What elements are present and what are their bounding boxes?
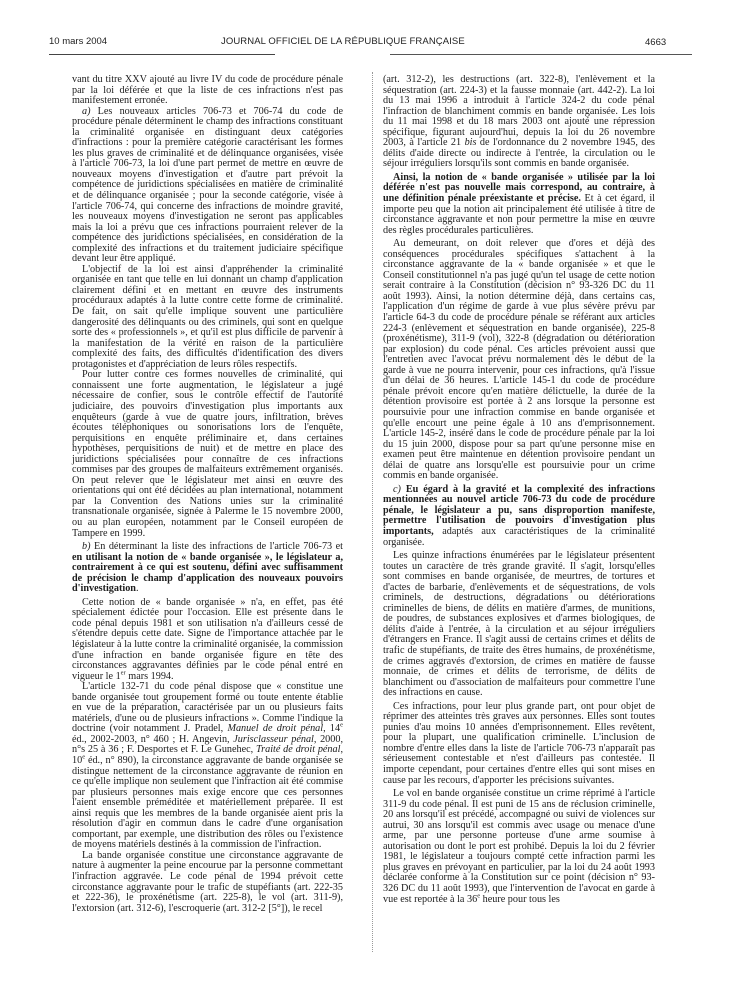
italic-text: a) — [82, 105, 91, 117]
text-run: La bande organisée constitue une circonstance aggravante de nature à augmenter la peine encourue par la personne commettant l'infraction aggravée. Le code pénal de 1994 prévoit cette circonstance aggravante pour le trafic de stupéfiants (art. 222-35 et 222-36), le proxénétisme (art. 225-8), le vol (art. 311-9), l'extorsion (art. 312-6), l'escroquerie (art. 312-2 [5°]), le recel — [72, 849, 343, 914]
right-column — [383, 75, 655, 905]
italic-text: Manuel de droit pénal — [227, 723, 324, 735]
text-run: Le vol en bande organisée constitue un crime réprimé à l'article 311-9 du code pénal. Il est puni de 15 ans de réclusion criminelle, 20 ans lorsqu'il est précédé, accompagné ou suivi de violences sur autrui, 30 ans lorsqu'il est commis avec usage ou menace d'une arme, par une personne porteuse d'une arme soumise à autorisation ou dont le port est prohibé. Depuis la loi du 2 février 1981, le législateur a toujours compté cette infraction parmi les plus graves en prévoyant en particulier, par la loi du 24 août 1993 déclarée conforme à la Constitution sur ce point (décision n° 93-326 DC du 11 août 1993), que l'intervention de l'avocat en garde à vue est reportée à la 36 — [383, 788, 655, 905]
paragraph — [72, 107, 343, 265]
text-run: , 2000, n°s 25 à 36 ; F. Desportes et F. Le Gunehec, — [72, 733, 343, 756]
bold-text: Ainsi, la notion de « bande organisée » utilisée par la loi déférée n'est pas nouvelle mais correspond, au contraire, à une définition pénale préexistante et précise. — [383, 171, 655, 205]
paragraph — [383, 789, 655, 905]
paragraph — [72, 851, 343, 914]
italic-text: b) — [82, 541, 91, 553]
bold-text: Eu égard à la gravité et la complexité des infractions mentionnées au nouvel article 706-73 du code de procédure pénale, le législateur a pu, sans disproportion manifeste, permettre l'utilisation de pouvoirs d'investigation plus importants, — [383, 483, 655, 537]
text-run: (art. 312-2), les destructions (art. 322-8), l'enlèvement et la séquestration (art. 224-3) et la fausse monnaie (art. 442-2). La loi du 13 mai 1996 a introduit à l'article 324-2 du code pénal l'infraction de blanchiment commis en bande organisée. Les lois du 11 mai 1998 et du 18 mars 2003 ont ajouté une répression spécifique, figurant aujourd'hui, depuis la loi du 26 novembre 2003, à l'article 21 — [383, 74, 655, 149]
text-run: adaptés aux caractéristiques de la criminalité organisée. — [383, 525, 655, 548]
header-rule-right — [390, 54, 692, 55]
text-run: éd., 2002-2003, n° 460 ; H. Angevin, — [72, 733, 234, 745]
column-divider — [372, 72, 373, 952]
text-run: Cette notion de « bande organisée » n'a, en effet, pas été spécialement édictée pour l'occasion. Elle est présente dans le code pénal depuis 1981 et son utilisation n'a d'ailleurs cessé de s'étendre depuis cette date. Signe de l'importance attachée par le législateur à la lutte contre la criminalité organisée, la commission d'une infraction en bande organisée figure en tête des circonstances aggravantes définies par le code pénal entré en vigueur le 1 — [72, 596, 343, 682]
paragraph — [72, 75, 343, 107]
text-run: Les nouveaux articles 706-73 et 706-74 du code de procédure pénale déterminent le champ des infractions constituant la criminalité organisée en distinguant deux catégories d'infractions : pour la première catégorie caractérisant les formes les plus graves de criminalité et de délinquance organisées, visée à l'article 706-73, la loi d'une part permet de mettre en œuvre de nouveaux moyens d'investigation et d'autre part prévoit la compétence de juridictions spécialisées en matière de criminalité et de délinquance organisée ; pour la seconde catégorie, visée à l'article 706-74, qui concerne des infractions de moindre gravité, les nouveaux moyens d'investigation ne seront pas applicables mais la loi a prévu que ces infractions pourraient relever de la compétence des juridictions spécialisées, en considération de la complexité des infractions et du traitement judiciaire spécifique devant leur être appliqué. — [72, 105, 343, 265]
text-run: En déterminant la liste des infractions de l'article 706-73 et — [90, 541, 343, 553]
bold-text: en utilisant la notion de « bande organisée », le législateur a, contrairement à ce qui est soutenu, défini avec suffisamment de précision le champ d'application des nouveaux pouvoirs d'investigation — [72, 551, 343, 595]
paragraph — [72, 542, 343, 595]
paragraph — [383, 173, 655, 236]
text-run: heure pour tous les — [480, 893, 560, 905]
italic-text: bis — [464, 137, 477, 149]
left-column — [72, 75, 343, 914]
text-run: de l'ordonnance du 2 novembre 1945, des délits d'aide directe ou indirecte à l'entrée, la circulation ou le séjour irréguliers lorsqu'ils sont commis en bande organisée. — [383, 137, 655, 170]
text-run: , 10 — [72, 744, 343, 766]
italic-text: c) — [393, 483, 401, 495]
text-run: L'objectif de la loi est ainsi d'appréhender la criminalité organisée en tant que telle en lui donnant un champ d'application clairement défini et en mettant en œuvre des instruments procéduraux adaptés à la lutte contre cette forme de criminalité. De fait, on sait qu'elle implique souvent une particulière dangerosité des délinquants ou des criminels, qui sont en quelque sorte des « professionnels », et qu'il est plus difficile de parvenir à la manifestation de la vérité en raison de la particulière complexité des faits, des difficultés d'identification des divers protagonistes et d'appréciation de leurs rôles respectifs. — [72, 263, 343, 370]
superscript: e — [340, 721, 343, 729]
issue-date: 10 mars 2004 — [49, 36, 108, 47]
paragraph — [72, 265, 343, 370]
page-header — [49, 33, 669, 49]
text-run: vant du titre XXV ajouté au livre IV du code de procédure pénale par la loi déférée et que la liste de ces infractions n'est pas manifestement erronée. — [72, 74, 343, 107]
text-run: L'article 132-71 du code pénal dispose que « constitue une bande organisée tout groupement formé ou toute entente établie en vue de la préparation, caractérisée par un ou plusieurs faits matériels, d'une ou de plusieurs infractions ». Comme l'indique la doctrine (voir notamment J. Pradel, — [72, 681, 343, 735]
text-run: mars 1994. — [125, 670, 174, 682]
paragraph — [383, 485, 655, 548]
text-run: . — [135, 583, 139, 595]
text-run: Et à cet égard, il importe peu que la notion ait principalement été utilisée à titre de circonstance aggravante et non pour permettre la mise en œuvre des règles procédurales particulières. — [383, 193, 655, 236]
superscript: er — [120, 669, 126, 677]
paragraph — [383, 239, 655, 482]
text-run: éd., n° 890), la circonstance aggravante de bande organisée se distingue nettement de la circonstance aggravante de réunion en ce qu'elle implique non seulement que l'infraction ait été commise par plusieurs personnes mais exige encore que ces personnes l'aient ensemble préméditée et matériellement préparée. Il est ainsi requis que les membres de la bande organisée aient pris la résolution d'agir en commun dans le cadre d'une organisation comportant, par exemple, une distribution des rôles ou l'existence de moyens matériels destinés à la commission de l'infraction. — [72, 755, 343, 851]
superscript: e — [477, 892, 481, 900]
header-rule-left — [49, 54, 275, 55]
paragraph — [72, 682, 343, 851]
paragraph — [72, 598, 343, 682]
text-run: , 14 — [323, 723, 341, 735]
text-run: Pour lutter contre ces formes nouvelles de criminalité, qui connaissent une forte augmentation, le législateur a jugé nécessaire de confier, sous le contrôle effectif de l'autorité judiciaire, des pouvoirs d'investigation plus importants aux enquêteurs (garde à vue de quatre jours, infiltration, brèves écoutes téléphoniques ou sonorisations lors de l'enquête, perquisitions en enquête préliminaire et, dans certaines hypothèses, perquisitions de nuit) et de mettre en place des juridictions spécialisées pour connaître de ces infractions commises par des groupes de malfaiteurs extrêmement organisés. On peut relever que le législateur met ainsi en œuvre des orientations qui ont été décidées au plan international, notamment par la Convention des Nations unies sur la criminalité transnationale organisée, signée à Palerme le 15 novembre 2000, ou au plan européen, notamment par le Conseil européen de Tampere en 1999. — [72, 369, 343, 539]
text-run: Au demeurant, on doit relever que d'ores et déjà des conséquences procédurales spécifiques s'attachent à la circonstance aggravante de la « bande organisée » et que le Conseil constitutionnel n'a pas jugé qu'un tel usage de cette notion serait contraire à la Constitution (décision n° 93-326 DC du 11 août 1993). Ainsi, la notion détermine déjà, dans certains cas, l'application d'un régime de garde à vue plus sévère prévu par l'article 64-3 du code de procédure pénale se référant aux articles 224-3 (enlèvement et séquestration en bande organisée), 225-8 (proxénétisme), 311-9 (vol), 322-8 (dégradation ou détérioration par explosion) du code pénal. Ces articles prévoient aussi que l'entretien avec l'avocat prévu normalement dès le début de la garde à vue ne pourra intervenir, pour ces infractions, qu'à l'issue d'un délai de 36 heures. L'article 145-1 du code de procédure pénale prévoit encore qu'en matière délictuelle, la durée de la détention provisoire est portée à 2 ans lorsque la personne est poursuivie pour une infraction commise en bande organisée et qu'elle encourt une peine égale à 10 ans d'emprisonnement. L'article 145-2, inséré dans le code de procédure pénale par la loi du 15 juin 2000, dispose pour sa part qu'une personne mise en examen peut être maintenue en détention provisoire pendant un délai de quatre ans lorsqu'elle est poursuivie pour un crime commis en bande organisée. — [383, 238, 655, 482]
text-run: Les quinze infractions énumérées par le législateur présentent toutes un caractère de très grande gravité. Il s'agit, lorsqu'elles sont commises en bande organisée, de meurtres, de tortures et d'actes de barbarie, d'enlèvements et de séquestrations, de vols criminels, de destructions, dégradations ou détériorations criminelles de biens, de délits en matière d'armes, de munitions, de poudres, de substances explosives et d'armes biologiques, de délits d'aide à l'entrée, à la circulation et au séjour irréguliers d'étrangers en France. Il s'agit aussi de certains crimes et délits de trafic de stupéfiants, de traite des êtres humains, de proxénétisme, de crimes aggravés d'extorsion, de crimes en matière de fausse monnaie, de crimes et délits de terrorisme, de délits de blanchiment ou d'association de malfaiteurs pour commettre l'une des infractions en cause. — [383, 550, 655, 699]
italic-text: Traité de droit pénal — [256, 744, 341, 756]
paragraph — [383, 551, 655, 699]
publication-title: JOURNAL OFFICIEL DE LA RÉPUBLIQUE FRANÇAISE — [221, 36, 465, 47]
page-number: 4663 — [645, 37, 667, 48]
paragraph — [72, 370, 343, 539]
italic-text: Jurisclasseur pénal — [233, 733, 314, 745]
paragraph — [383, 702, 655, 786]
superscript: e — [82, 753, 86, 761]
paragraph — [383, 75, 655, 170]
text-run: Ces infractions, pour leur plus grande part, ont pour objet de réprimer des atteintes très graves aux personnes. Elles sont toutes punies d'au moins 10 années d'emprisonnement. Elles revêtent, pour la plupart, une qualification criminelle. L'inclusion de nombre d'entre elles dans la liste de l'article 706-73 n'apparaît pas sérieusement contestable et n'est d'ailleurs pas contestée. Il importe cependant, pour certaines d'entre elles qui sont mises en cause par les recours, d'apporter les précisions suivantes. — [383, 700, 655, 786]
